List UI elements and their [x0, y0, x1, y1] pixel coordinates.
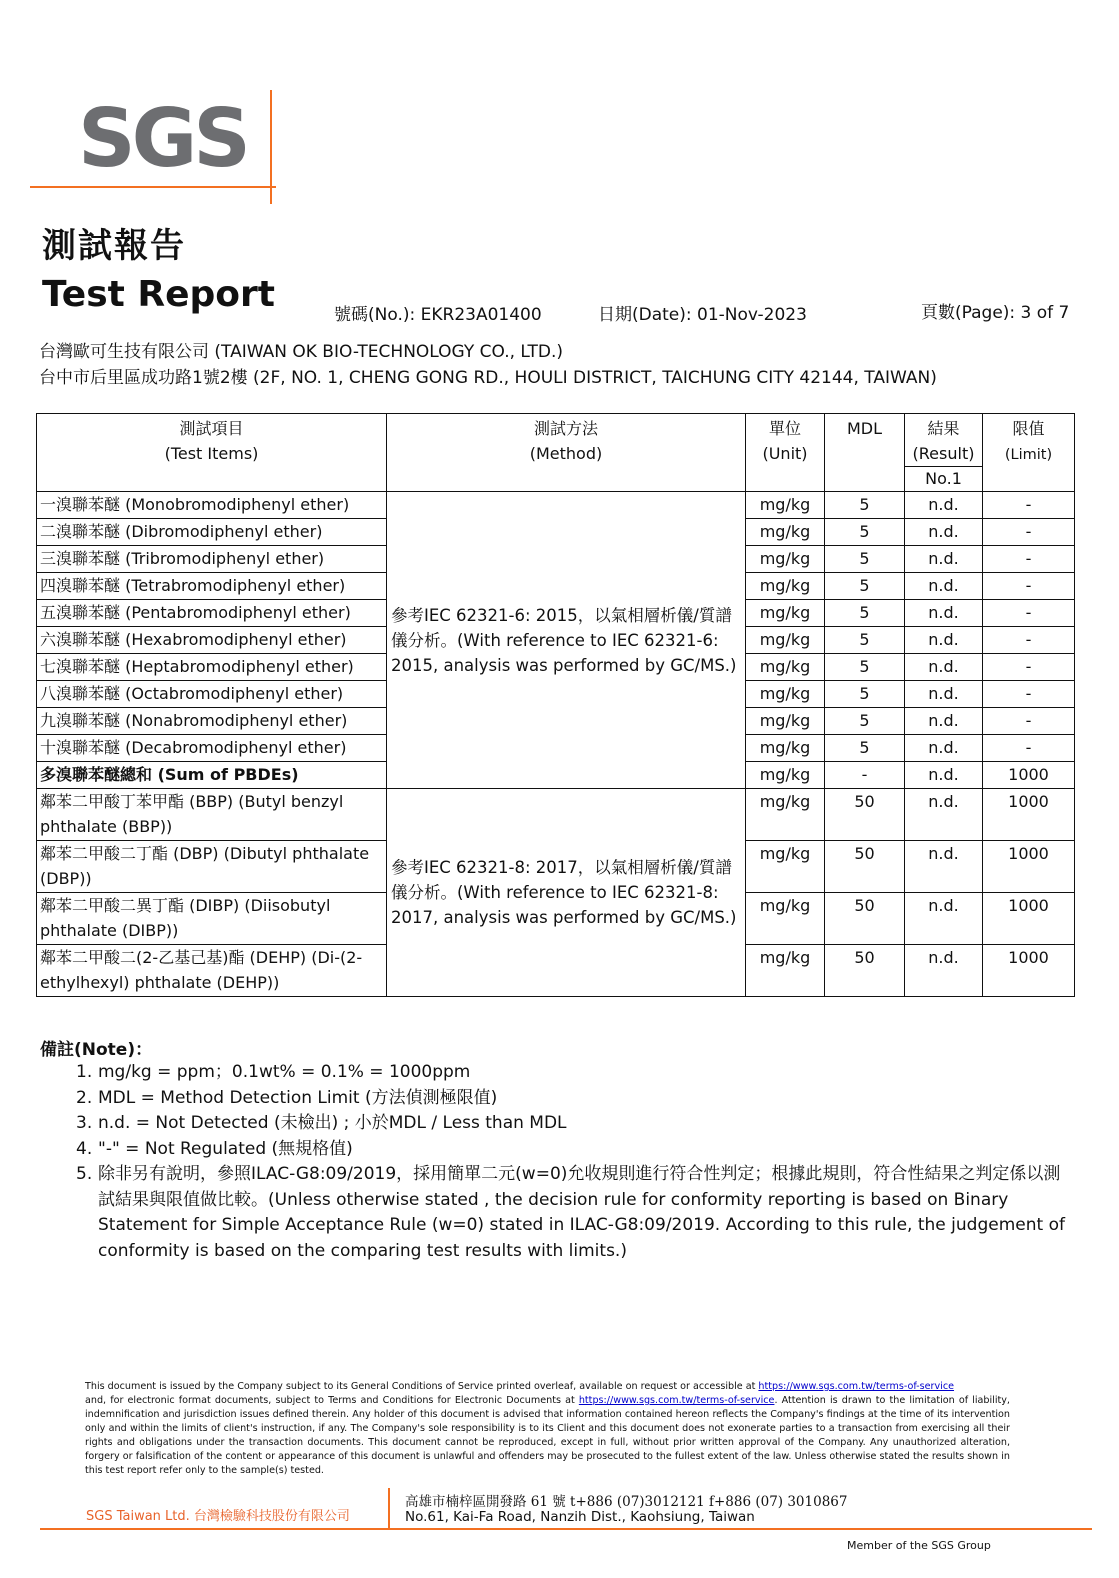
test-item: 鄰苯二甲酸二丁酯 (DBP) (Dibutyl phthalate (DBP)): [37, 841, 387, 893]
test-item: 多溴聯苯醚總和 (Sum of PBDEs): [37, 762, 387, 789]
mdl-cell: 5: [825, 708, 905, 735]
unit-cell: mg/kg: [746, 546, 825, 573]
limit-cell: -: [983, 600, 1075, 627]
test-item: 五溴聯苯醚 (Pentabromodiphenyl ether): [37, 600, 387, 627]
limit-cell: -: [983, 546, 1075, 573]
unit-cell: mg/kg: [746, 519, 825, 546]
page-number: 頁數(Page): 3 of 7: [921, 303, 1070, 323]
test-item: 十溴聯苯醚 (Decabromodiphenyl ether): [37, 735, 387, 762]
limit-cell: -: [983, 735, 1075, 762]
mdl-cell: 5: [825, 546, 905, 573]
result-cell: n.d.: [905, 841, 983, 893]
unit-cell: mg/kg: [746, 627, 825, 654]
limit-cell: -: [983, 573, 1075, 600]
result-cell: n.d.: [905, 681, 983, 708]
limit-cell: 1000: [983, 841, 1075, 893]
test-item: 二溴聯苯醚 (Dibromodiphenyl ether): [37, 519, 387, 546]
result-cell: n.d.: [905, 762, 983, 789]
limit-cell: -: [983, 654, 1075, 681]
mdl-cell: 50: [825, 841, 905, 893]
mdl-cell: 50: [825, 789, 905, 841]
limit-cell: 1000: [983, 945, 1075, 997]
test-item: 鄰苯二甲酸丁苯甲酯 (BBP) (Butyl benzyl phthalate (BBP)): [37, 789, 387, 841]
report-date: 日期(Date): 01-Nov-2023: [598, 305, 807, 325]
header-result-sample: No.1: [905, 467, 983, 492]
limit-cell: -: [983, 681, 1075, 708]
result-cell: n.d.: [905, 945, 983, 997]
limit-cell: 1000: [983, 789, 1075, 841]
limit-cell: -: [983, 492, 1075, 519]
logo-text: SGS: [78, 92, 247, 185]
unit-cell: mg/kg: [746, 708, 825, 735]
header-result: 結果 (Result): [905, 414, 983, 467]
footer-address-en: No.61, Kai-Fa Road, Nanzih Dist., Kaohsiung, Taiwan: [405, 1509, 755, 1525]
test-item: 九溴聯苯醚 (Nonabromodiphenyl ether): [37, 708, 387, 735]
logo-vertical-rule: [270, 90, 272, 204]
limit-cell: 1000: [983, 893, 1075, 945]
mdl-cell: 5: [825, 735, 905, 762]
legal-disclaimer: This document is issued by the Company subject to its General Conditions of Service printed overleaf, available on request or accessible at https://www.sgs.com.tw/terms-of-service and, for electronic format documents, subject to Terms and Conditions for Electronic Documents at https://www.sgs.com.tw/terms-of-service. Attention is drawn to the limitation of liability, indemnification and jurisdiction issues defined therein. Any holder of this document is advised that information contained hereon reflects the Company's findings at the time of its intervention only and within the limits of client's instruction, if any. The Company's sole responsibility is to its Client and this document does not exonerate parties to a transaction from exercising all their rights and obligations under the transaction documents. This document cannot be reproduced, except in full, without prior written approval of the Company. Any unauthorized alteration, forgery or falsification of the content or appearance of this document is unlawful and offenders may be prosecuted to the fullest extent of the law. Unless otherwise stated the results shown in this test report refer only to the sample(s) tested.: [85, 1381, 1010, 1476]
mdl-cell: 50: [825, 893, 905, 945]
sgs-logo: [30, 90, 280, 206]
client-address: 台中市后里區成功路1號2樓 (2F, NO. 1, CHENG GONG RD., HOULI DISTRICT, TAICHUNG CITY 42144, TAIWAN): [39, 368, 937, 388]
header-test-items: 測試項目 (Test Items): [37, 414, 387, 492]
result-cell: n.d.: [905, 600, 983, 627]
result-cell: n.d.: [905, 893, 983, 945]
notes-list: [76, 1060, 1066, 1264]
result-cell: n.d.: [905, 708, 983, 735]
unit-cell: mg/kg: [746, 893, 825, 945]
mdl-cell: -: [825, 762, 905, 789]
result-cell: n.d.: [905, 627, 983, 654]
note-item: 3. n.d. = Not Detected (未檢出) ; 小於MDL / Less than MDL: [76, 1113, 567, 1133]
result-cell: n.d.: [905, 573, 983, 600]
footer-member: Member of the SGS Group: [847, 1539, 991, 1552]
note-item: 5. 除非另有說明，參照ILAC-G8:09/2019，採用簡單二元(w=0)允收規則進行符合性判定；根據此規則，符合性結果之判定係以測試結果與限值做比較。(Unless otherwise stated , the decision rule for conformity reporting is based on Binary Statement for Simple Acceptance Rule (w=0) stated in ILAC-G8:09/2019. According to this rule, the judgement of conformity is based on the comparing test results with limits.): [76, 1164, 1065, 1261]
unit-cell: mg/kg: [746, 681, 825, 708]
test-item: 八溴聯苯醚 (Octabromodiphenyl ether): [37, 681, 387, 708]
test-item: 四溴聯苯醚 (Tetrabromodiphenyl ether): [37, 573, 387, 600]
unit-cell: mg/kg: [746, 762, 825, 789]
limit-cell: -: [983, 519, 1075, 546]
results-table: [36, 413, 1075, 997]
limit-cell: 1000: [983, 762, 1075, 789]
test-item: 鄰苯二甲酸二(2-乙基己基)酯 (DEHP) (Di-(2-ethylhexyl) phthalate (DEHP)): [37, 945, 387, 997]
note-item: 1. mg/kg = ppm；0.1wt% = 0.1% = 1000ppm: [76, 1062, 471, 1082]
note-item: 4. "-" = Not Regulated (無規格值): [76, 1138, 353, 1159]
test-item: 鄰苯二甲酸二異丁酯 (DIBP) (Diisobutyl phthalate (DIBP)): [37, 893, 387, 945]
unit-cell: mg/kg: [746, 492, 825, 519]
table-row: [37, 789, 1075, 841]
test-item: 三溴聯苯醚 (Tribromodiphenyl ether): [37, 546, 387, 573]
footer-company: SGS Taiwan Ltd. 台灣檢驗科技股份有限公司: [86, 1509, 350, 1524]
mdl-cell: 5: [825, 681, 905, 708]
result-cell: n.d.: [905, 735, 983, 762]
unit-cell: mg/kg: [746, 600, 825, 627]
test-item: 七溴聯苯醚 (Heptabromodiphenyl ether): [37, 654, 387, 681]
logo-horizontal-rule: [30, 186, 276, 188]
unit-cell: mg/kg: [746, 841, 825, 893]
footer-address-zh: 高雄市楠梓區開發路 61 號 t+886 (07)3012121 f+886 (07) 3010867: [405, 1494, 848, 1510]
report-title-zh: 測試報告: [42, 226, 186, 266]
mdl-cell: 5: [825, 600, 905, 627]
test-item: 一溴聯苯醚 (Monobromodiphenyl ether): [37, 492, 387, 519]
client-company: 台灣歐可生技有限公司 (TAIWAN OK BIO-TECHNOLOGY CO., LTD.): [39, 342, 564, 362]
notes-title: 備註(Note)：: [40, 1040, 153, 1060]
unit-cell: mg/kg: [746, 654, 825, 681]
report-title-en: Test Report: [42, 274, 275, 315]
result-cell: n.d.: [905, 546, 983, 573]
mdl-cell: 5: [825, 627, 905, 654]
mdl-cell: 5: [825, 492, 905, 519]
terms-link[interactable]: https://www.sgs.com.tw/terms-of-service: [758, 1381, 955, 1392]
mdl-cell: 5: [825, 573, 905, 600]
test-method: 參考IEC 62321-8: 2017，以氣相層析儀/質譜儀分析。(With reference to IEC 62321-8: 2017, analysis was performed by GC/MS.): [387, 789, 746, 997]
note-item: 2. MDL = Method Detection Limit (方法偵測極限值): [76, 1087, 498, 1108]
result-cell: n.d.: [905, 519, 983, 546]
header-limit: 限值 (Limit): [983, 414, 1075, 492]
footer-rule: [40, 1528, 1092, 1530]
header-unit: 單位 (Unit): [746, 414, 825, 492]
terms-link[interactable]: https://www.sgs.com.tw/terms-of-service: [578, 1395, 775, 1406]
report-number: 號碼(No.): EKR23A01400: [334, 305, 542, 325]
result-cell: n.d.: [905, 789, 983, 841]
unit-cell: mg/kg: [746, 735, 825, 762]
test-item: 六溴聯苯醚 (Hexabromodiphenyl ether): [37, 627, 387, 654]
result-cell: n.d.: [905, 492, 983, 519]
unit-cell: mg/kg: [746, 945, 825, 997]
test-method: 參考IEC 62321-6: 2015，以氣相層析儀/質譜儀分析。(With reference to IEC 62321-6: 2015, analysis was performed by GC/MS.): [387, 492, 746, 789]
limit-cell: -: [983, 708, 1075, 735]
unit-cell: mg/kg: [746, 789, 825, 841]
mdl-cell: 5: [825, 519, 905, 546]
unit-cell: mg/kg: [746, 573, 825, 600]
header-mdl: MDL: [825, 414, 905, 492]
limit-cell: -: [983, 627, 1075, 654]
footer-divider: [388, 1488, 390, 1530]
table-row: [37, 492, 1075, 519]
mdl-cell: 5: [825, 654, 905, 681]
result-cell: n.d.: [905, 654, 983, 681]
header-method: 測試方法 (Method): [387, 414, 746, 492]
mdl-cell: 50: [825, 945, 905, 997]
